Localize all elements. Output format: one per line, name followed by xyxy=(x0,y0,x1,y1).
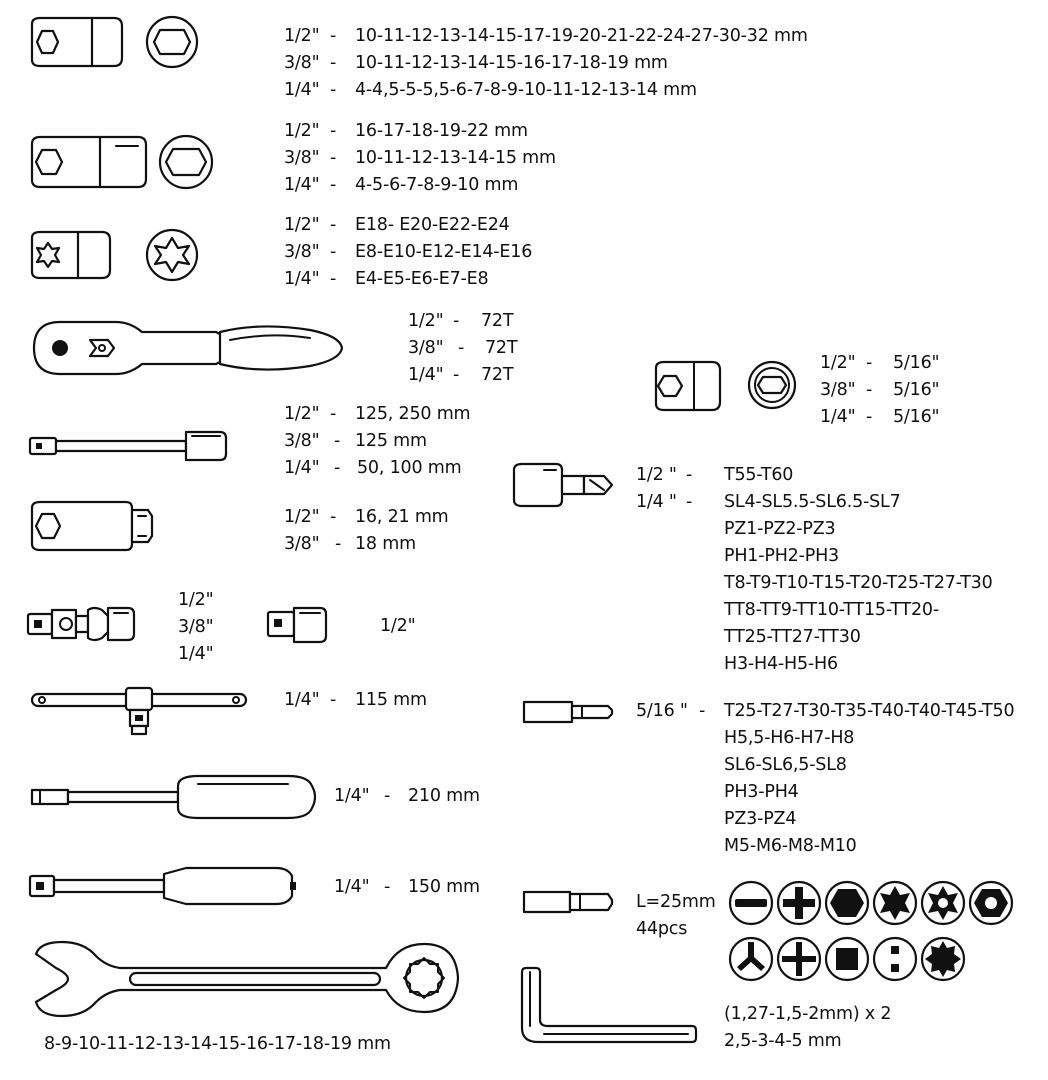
hex-key-sizes: (1,27-1,5-2mm) x 2 xyxy=(724,1004,892,1024)
dash: - xyxy=(453,365,460,385)
bit-socket-sizes: TT8-TT9-TT10-TT15-TT20- xyxy=(724,600,939,620)
bit-adapter-drive: 1/2" xyxy=(820,353,856,373)
dash: - xyxy=(866,380,873,400)
long-bit-sizes: T25-T27-T30-T35-T40-T40-T45-T50 xyxy=(724,701,1015,721)
long-bit-sizes: PH3-PH4 xyxy=(724,782,799,802)
hex-socket-sizes: 10-11-12-13-14-15-16-17-18-19 mm xyxy=(355,53,668,73)
hex-socket-drive: 3/8" xyxy=(284,53,320,73)
dash: - xyxy=(686,492,693,512)
dash: - xyxy=(453,311,460,331)
spark-plug-drive: 1/2" xyxy=(284,507,320,527)
dash: - xyxy=(330,26,337,46)
deep-socket-icon xyxy=(26,132,216,192)
short-bit-count: 44pcs xyxy=(636,919,688,939)
t-handle-size: 115 mm xyxy=(355,690,427,710)
dash: - xyxy=(330,404,337,424)
torx-socket-icon xyxy=(26,226,206,284)
spinner-handle-icon xyxy=(26,860,306,912)
dash: - xyxy=(334,431,341,451)
hex-socket-drive: 1/2" xyxy=(284,26,320,46)
spark-plug-drive: 3/8" xyxy=(284,534,320,554)
dash: - xyxy=(866,353,873,373)
hex-key-icon xyxy=(516,966,702,1046)
hex-socket-sizes: 10-11-12-13-14-15-17-19-20-21-22-24-27-30-32 mm xyxy=(355,26,808,46)
long-bit-sizes: H5,5-H6-H7-H8 xyxy=(724,728,855,748)
dash: - xyxy=(384,786,391,806)
torx-socket-sizes: E4-E5-E6-E7-E8 xyxy=(355,269,489,289)
adapter-drive: 1/2" xyxy=(380,616,416,636)
torx-icon xyxy=(872,880,918,926)
dash: - xyxy=(384,877,391,897)
bit-socket-sizes: H3-H4-H5-H6 xyxy=(724,654,838,674)
spark-plug-sizes: 16, 21 mm xyxy=(355,507,449,527)
slotted-icon xyxy=(728,880,774,926)
spark-plug-socket-icon xyxy=(26,498,166,554)
ratchet-icon xyxy=(30,318,370,378)
dash: - xyxy=(330,53,337,73)
t-handle-icon xyxy=(28,684,258,738)
dash: - xyxy=(458,338,465,358)
hex-key-sizes: 2,5-3-4-5 mm xyxy=(724,1031,842,1051)
extension-sizes: 50, 100 mm xyxy=(357,458,462,478)
dash: - xyxy=(686,465,693,485)
tamper-hex-icon xyxy=(968,880,1014,926)
bit-socket-sizes: PH1-PH2-PH3 xyxy=(724,546,839,566)
extension-bar-icon xyxy=(26,428,236,464)
combination-wrench-icon xyxy=(26,936,466,1022)
long-bit-sizes: SL6-SL6,5-SL8 xyxy=(724,755,847,775)
tamper-torx-icon xyxy=(920,880,966,926)
phillips-icon xyxy=(776,880,822,926)
ratchet-drive: 3/8" xyxy=(408,338,444,358)
extension-drive: 1/2" xyxy=(284,404,320,424)
bit-adapter-drive: 1/4" xyxy=(820,407,856,427)
spanner-icon xyxy=(872,936,918,982)
bit-socket-sizes: SL4-SL5.5-SL6.5-SL7 xyxy=(724,492,901,512)
dash: - xyxy=(335,534,342,554)
dash: - xyxy=(334,458,341,478)
deep-socket-drive: 1/2" xyxy=(284,121,320,141)
universal-joint-drive: 1/4" xyxy=(178,644,214,664)
torx-socket-drive: 1/4" xyxy=(284,269,320,289)
torx-socket-sizes: E18- E20-E22-E24 xyxy=(355,215,510,235)
bit-socket-icon xyxy=(508,462,618,508)
bit-adapter-size: 5/16" xyxy=(893,353,940,373)
universal-joint-icon xyxy=(24,602,154,648)
bit-socket-drive: 1/4 " xyxy=(636,492,677,512)
spark-plug-sizes: 18 mm xyxy=(355,534,416,554)
hex-socket-icon xyxy=(26,14,206,70)
universal-joint-drive: 3/8" xyxy=(178,617,214,637)
deep-socket-drive: 1/4" xyxy=(284,175,320,195)
square-icon xyxy=(824,936,870,982)
short-bit-length: L=25mm xyxy=(636,892,716,912)
bit-adapter-drive: 3/8" xyxy=(820,380,856,400)
hex-socket-sizes: 4-4,5-5-5,5-6-7-8-9-10-11-12-13-14 mm xyxy=(355,80,697,100)
deep-socket-sizes: 10-11-12-13-14-15 mm xyxy=(355,148,556,168)
torx-socket-sizes: E8-E10-E12-E14-E16 xyxy=(355,242,533,262)
long-bit-drive: 5/16 " xyxy=(636,701,688,721)
dash: - xyxy=(330,215,337,235)
flex-driver-drive: 1/4" xyxy=(334,786,370,806)
xzn-icon xyxy=(920,936,966,982)
flex-driver-size: 210 mm xyxy=(408,786,480,806)
dash: - xyxy=(330,690,337,710)
ratchet-drive: 1/2" xyxy=(408,311,444,331)
wrench-sizes: 8-9-10-11-12-13-14-15-16-17-18-19 mm xyxy=(44,1034,391,1054)
spinner-handle-size: 150 mm xyxy=(408,877,480,897)
adapter-icon xyxy=(264,602,354,648)
dash: - xyxy=(699,701,706,721)
bit-socket-sizes: T55-T60 xyxy=(724,465,794,485)
bit-adapter-icon xyxy=(650,358,810,414)
tri-wing-icon xyxy=(728,936,774,982)
dash: - xyxy=(330,148,337,168)
hex-socket-drive: 1/4" xyxy=(284,80,320,100)
long-bit-sizes: PZ3-PZ4 xyxy=(724,809,797,829)
extension-sizes: 125 mm xyxy=(355,431,427,451)
ratchet-drive: 1/4" xyxy=(408,365,444,385)
spinner-driver-icon xyxy=(28,772,338,824)
dash: - xyxy=(330,175,337,195)
hex-icon xyxy=(824,880,870,926)
spinner-handle-drive: 1/4" xyxy=(334,877,370,897)
extension-drive: 1/4" xyxy=(284,458,320,478)
bit-adapter-size: 5/16" xyxy=(893,380,940,400)
deep-socket-sizes: 16-17-18-19-22 mm xyxy=(355,121,528,141)
dash: - xyxy=(866,407,873,427)
pozidriv-icon xyxy=(776,936,822,982)
short-bit-icon xyxy=(522,888,616,916)
bit-socket-drive: 1/2 " xyxy=(636,465,677,485)
deep-socket-drive: 3/8" xyxy=(284,148,320,168)
universal-joint-drive: 1/2" xyxy=(178,590,214,610)
dash: - xyxy=(330,507,337,527)
t-handle-drive: 1/4" xyxy=(284,690,320,710)
ratchet-teeth: 72T xyxy=(481,365,514,385)
dash: - xyxy=(330,121,337,141)
torx-socket-drive: 1/2" xyxy=(284,215,320,235)
ratchet-teeth: 72T xyxy=(481,311,514,331)
deep-socket-sizes: 4-5-6-7-8-9-10 mm xyxy=(355,175,519,195)
bit-socket-sizes: T8-T9-T10-T15-T20-T25-T27-T30 xyxy=(724,573,993,593)
long-bit-icon xyxy=(522,698,616,726)
ratchet-teeth: 72T xyxy=(485,338,518,358)
torx-socket-drive: 3/8" xyxy=(284,242,320,262)
dash: - xyxy=(330,242,337,262)
dash: - xyxy=(330,80,337,100)
bit-socket-sizes: TT25-TT27-TT30 xyxy=(724,627,861,647)
bit-socket-sizes: PZ1-PZ2-PZ3 xyxy=(724,519,836,539)
bit-adapter-size: 5/16" xyxy=(893,407,940,427)
dash: - xyxy=(330,269,337,289)
long-bit-sizes: M5-M6-M8-M10 xyxy=(724,836,857,856)
extension-sizes: 125, 250 mm xyxy=(355,404,471,424)
extension-drive: 3/8" xyxy=(284,431,320,451)
